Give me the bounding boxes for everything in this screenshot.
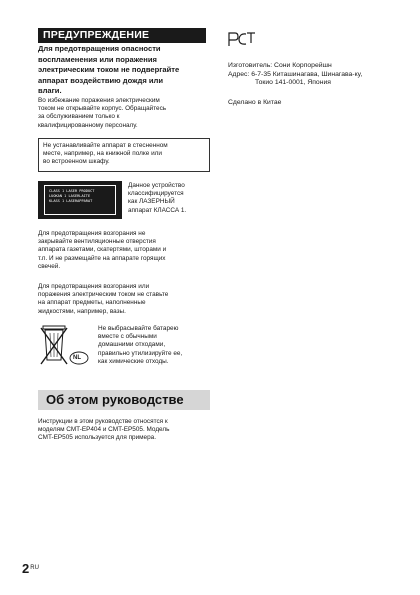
notice-line: во встроенном шкафу. (43, 158, 110, 166)
warning-lead-line: влаги. (38, 86, 62, 96)
page-number-value: 2 (22, 561, 30, 576)
liquid-paragraph (38, 283, 214, 316)
section-heading-about: Об этом руководстве (38, 390, 210, 410)
fire-line: аппарата газетами, скатертями, шторами и (38, 246, 167, 254)
service-paragraph (38, 97, 212, 130)
installation-notice-box (38, 138, 210, 172)
address-line: Токио 141-0001, Япония (255, 79, 331, 87)
country-of-origin: Сделано в Китае (228, 99, 282, 106)
warning-lead-line: Для предотвращения опасности (38, 44, 161, 53)
laser-class-label (38, 181, 122, 219)
fire-line: закрывайте вентиляционные отверстия (38, 238, 156, 246)
laser-label-line: KLASS 1 LASERAPPARAT (49, 199, 93, 203)
page-number (22, 562, 39, 575)
fire-paragraph (38, 230, 214, 271)
liquid-line: жидкостями, например, вазы. (38, 307, 126, 315)
warning-lead-line: аппарат воздействию дождя или (38, 75, 164, 85)
battery-line: как химические отходы. (98, 357, 169, 365)
service-line: Во избежание поражения электрическим (38, 97, 160, 104)
laser-label-line: CLASS 1 LASER PRODUCT (49, 189, 95, 193)
fire-line: свечей. (38, 262, 61, 270)
laser-line: Данное устройство (128, 182, 185, 189)
laser-label-text (44, 185, 116, 215)
notice-line: Не устанавливайте аппарат в стесненном (43, 142, 168, 149)
certification-mark-icon (226, 30, 256, 48)
battery-line: правильно утилизируйте ее, (98, 349, 183, 357)
battery-line: Не выбрасывайте батарею (98, 325, 179, 332)
battery-paragraph (98, 325, 214, 366)
recycle-mark-text: NL (73, 355, 81, 361)
battery-line: вместе с обычными (98, 333, 157, 341)
manufacturer-line: Изготовитель: Сони Корпорейшн (228, 62, 332, 69)
service-line: током не открывайте корпус. Обращайтесь (38, 105, 167, 113)
warning-lead-line: электрическим током не подвергайте (38, 65, 180, 75)
battery-line: домашними отходами, (98, 341, 166, 349)
warning-header: ПРЕДУПРЕЖДЕНИЕ (38, 28, 206, 43)
laser-line: классифицируется (128, 190, 184, 198)
service-line: квалифицированному персоналу. (38, 121, 138, 129)
laser-line: аппарат КЛАССА 1. (128, 206, 187, 214)
fire-line: Для предотвращения возгорания не (38, 230, 146, 237)
about-line: моделям CMT-EP404 и CMT-EP505. Модель (38, 426, 170, 434)
liquid-line: поражения электрическим током не ставьте (38, 291, 169, 299)
laser-line: как ЛАЗЕРНЫЙ (128, 198, 175, 206)
warning-lead (38, 44, 210, 97)
address-line: Адрес: 6-7-35 Киташинагава, Шинагава-ку, (228, 70, 363, 78)
about-line: CMT-EP505 используется для примера. (38, 434, 156, 442)
liquid-line: на аппарат предметы, наполненные (38, 299, 146, 307)
about-line: Инструкции в этом руководстве относятся к (38, 418, 168, 425)
about-paragraph (38, 418, 214, 443)
liquid-line: Для предотвращения возгорания или (38, 283, 150, 290)
notice-line: месте, например, на книжной полке или (43, 150, 162, 158)
fire-line: т.п. И не размещайте на аппарате горящих (38, 254, 166, 262)
laser-label-line: LUOKAN 1 LASERLAITE (49, 194, 91, 198)
laser-paragraph (128, 182, 212, 215)
page-language-code: RU (30, 565, 39, 571)
manufacturer-info (228, 62, 408, 88)
warning-lead-line: воспламенения или поражения (38, 54, 157, 64)
crossed-bin-icon (38, 324, 90, 368)
service-line: за обслуживанием только к (38, 113, 120, 121)
